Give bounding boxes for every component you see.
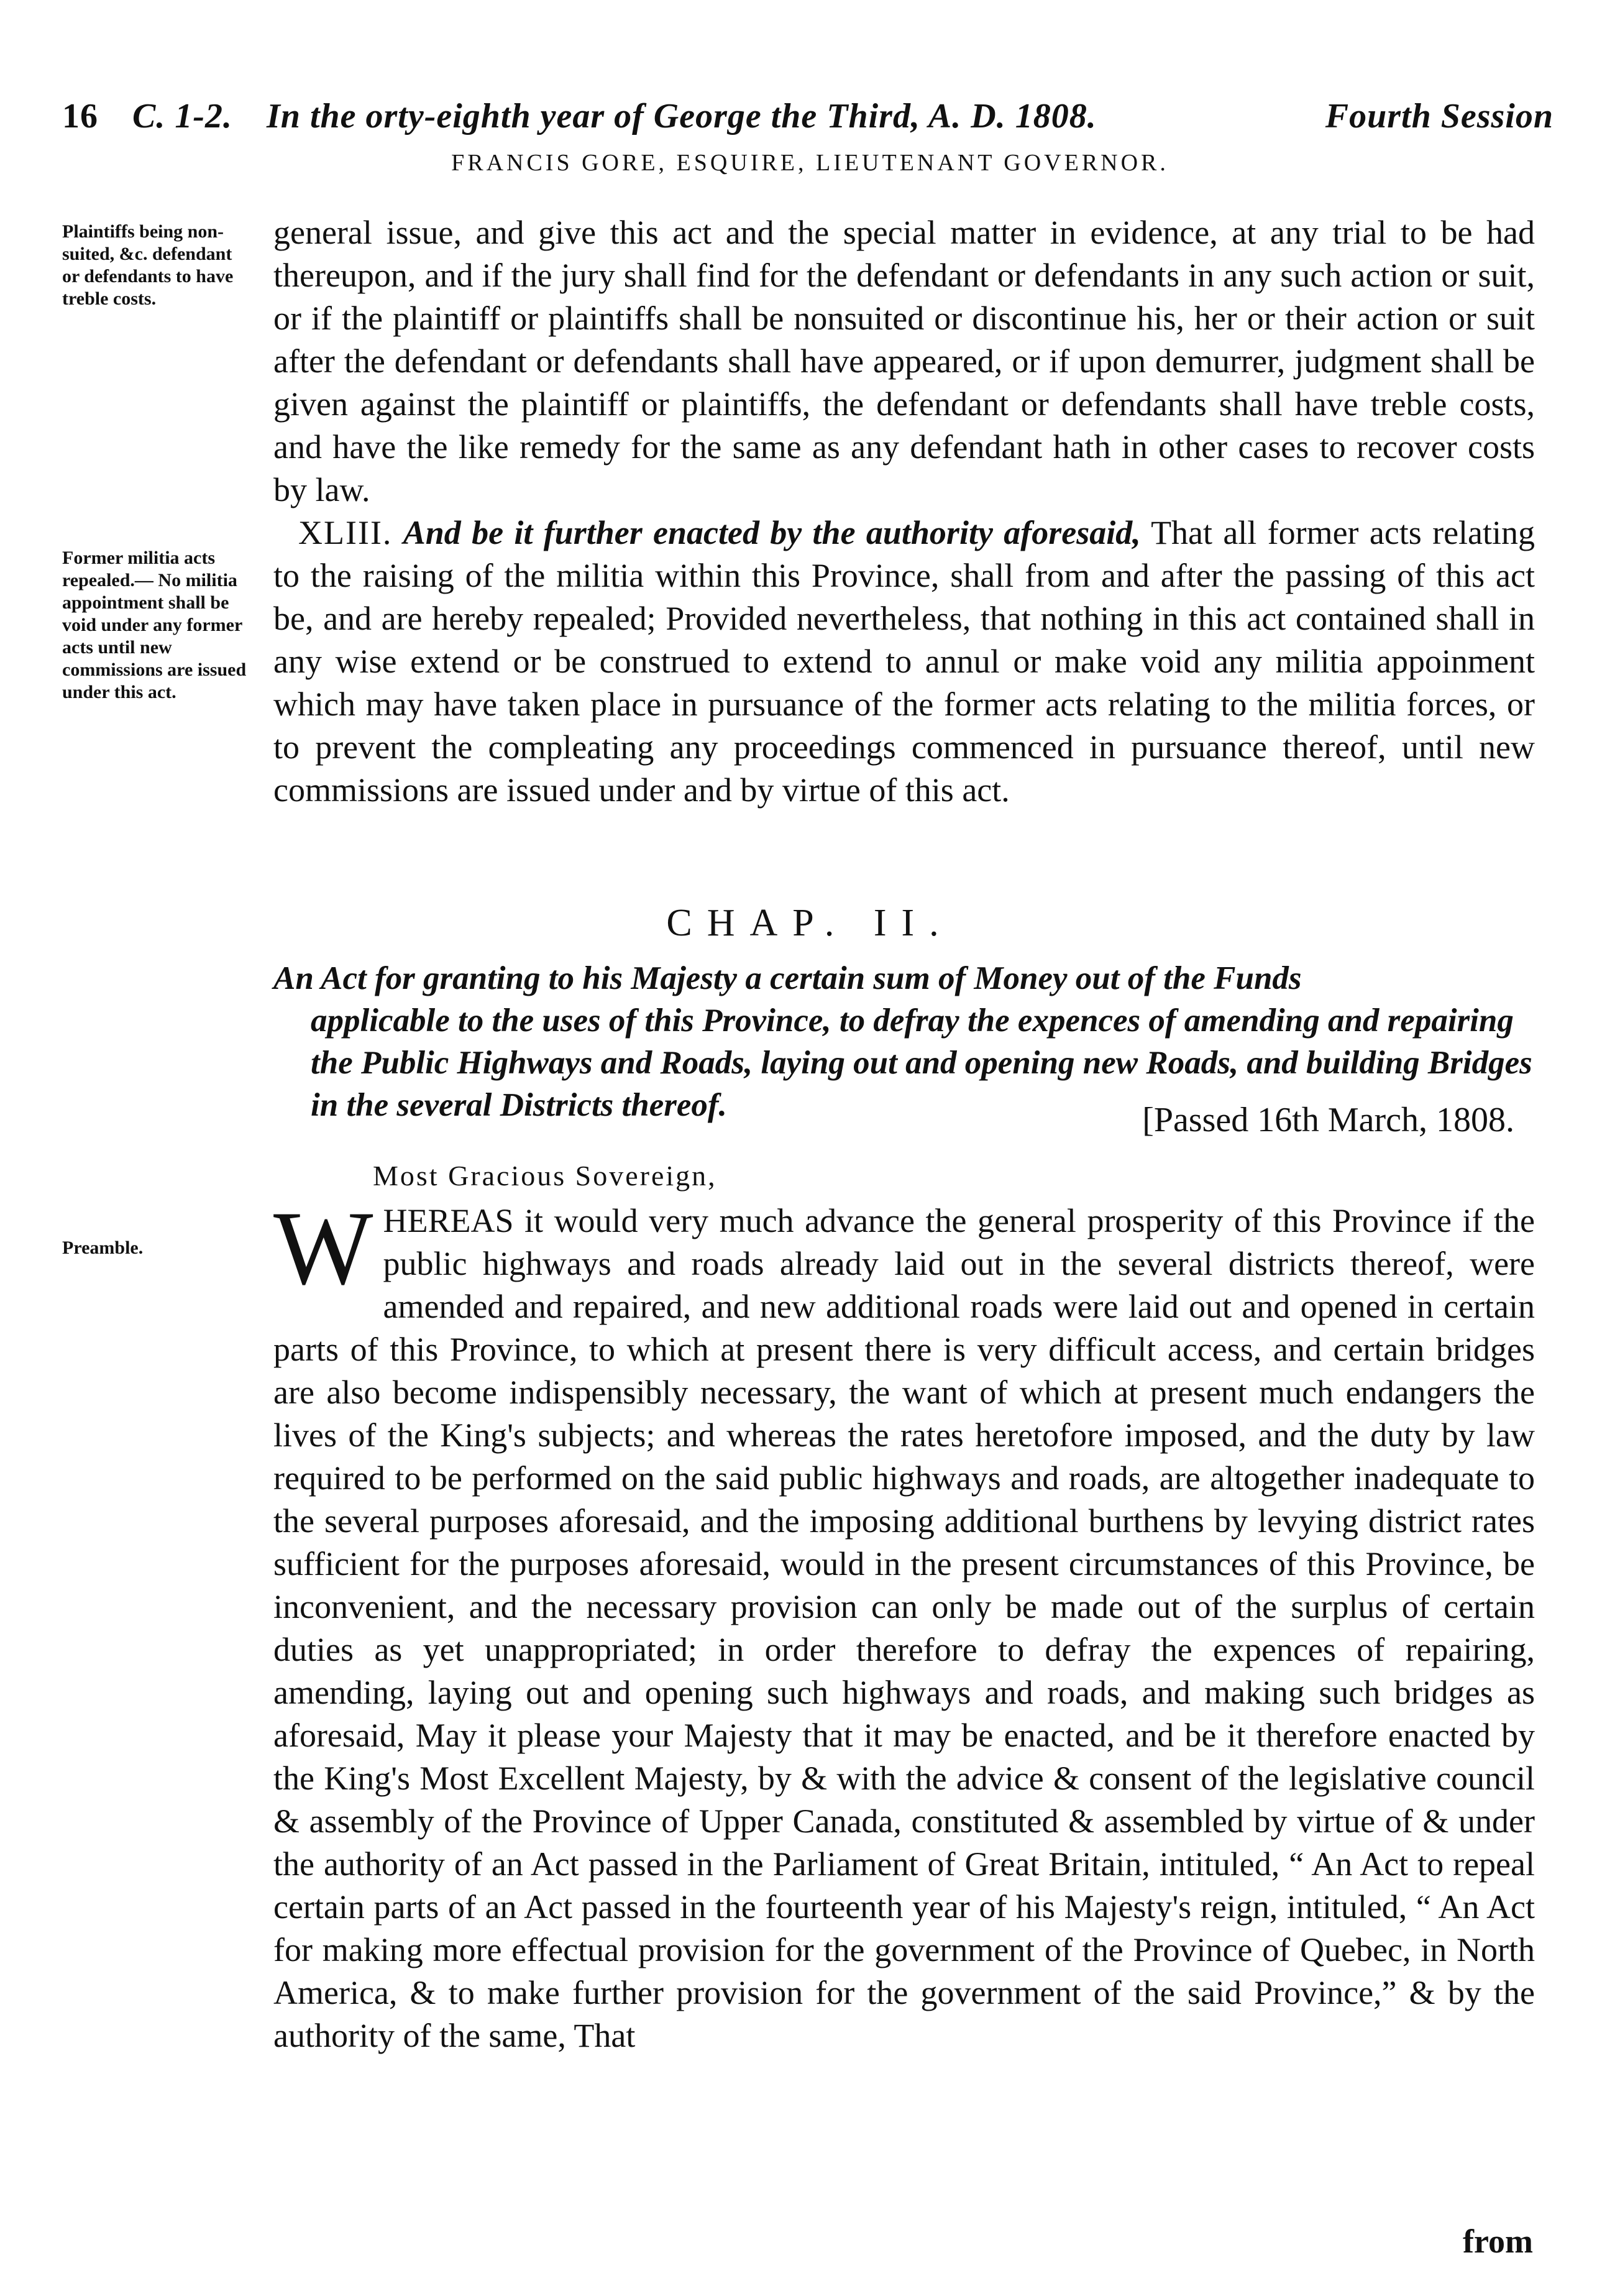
drop-cap: W <box>273 1190 373 1306</box>
passed-date: [Passed 16th March, 1808. <box>1142 1101 1514 1139</box>
session-label: Fourth Session <box>1325 97 1554 135</box>
running-header <box>62 96 1554 136</box>
salutation: Most Gracious Sovereign, <box>373 1160 717 1192</box>
chapter-title-line1: An Act for granting to his Majesty a certain sum of Money out of the Funds <box>273 960 1302 996</box>
margin-note-costs: Plaintiffs being non-suited, &c. defendant or defendants to have treble costs. <box>62 221 234 309</box>
section-costs <box>273 211 1535 812</box>
section-intro: And be it further enacted by the authority aforesaid, <box>403 514 1141 551</box>
section-text: That all former acts relating to the raising of the militia within this Province, shall from and after the passing of this act be, and are hereby repealed; Provided nevertheless, that nothing in this act contained shall in any wise extend or be construed to extend to annul or make void any militia appoinment which may have taken place in pursuance of the former acts relating to the militia forces, or to prevent the compleating any proceedings commenced in pursuance thereof, until new commissions are issued under and by virtue of this act. <box>273 514 1535 809</box>
section-number: XLIII. <box>298 514 393 551</box>
preamble-text <box>273 1190 1535 2057</box>
preamble-body: HEREAS it would very much advance the general prosperity of this Province if the public highways and roads already laid out in the several districts thereof, were amended and repaired, and new additional roads were laid out and opened in certain parts of this Province, to which at present there is very difficult access, and certain bridges are also become indispensibly necessary, the want of which at present much endangers the lives of the King's subjects; and whereas the rates heretofore imposed, and the duty by law required to be performed on the said public highways and roads, are altogether inadequate to the several purposes aforesaid, and the imposing additional burthens by levying district rates sufficient for the purposes aforesaid, would in the present circumstances of this Province, be inconvenient, and the necessary provision can only be made out of the surplus of certain duties as yet unappropriated; in order therefore to defray the expences of repairing, amending, laying out and opening such highways and roads, and making such bridges as aforesaid, May it please your Majesty that it may be enacted, and be it therefore enacted by the King's Most Excellent Majesty, by & with the advice & consent of the legislative council & assembly of the Province of Upper Canada, constituted & assembled by virtue of & under the authority of an Act passed in the Parliament of Great Britain, intituled, “ An Act to repeal certain parts of an Act passed in the fourteenth year of his Majesty's reign, intituled, “ An Act for making more effectual provision for the government of the Province of Quebec, in North America, & to make further provision for the government of the said Province,” & by the authority of the same, That <box>273 1202 1535 2054</box>
section-xliii <box>273 512 1535 812</box>
chapter-ref: C. 1-2. <box>132 97 232 135</box>
chapter-heading: CHAP. II. <box>666 902 954 944</box>
governor-line: FRANCIS GORE, ESQUIRE, LIEUTENANT GOVERNOR. <box>451 150 1169 176</box>
catchword: from <box>1463 2223 1533 2260</box>
margin-note-militia: Former militia acts repealed.— No militia appointment shall be void under any former acts until new commissions are issued under this act. <box>62 548 247 702</box>
costs-paragraph: general issue, and give this act and the special matter in evidence, at any trial to be had thereupon, and if the jury shall find for the defendant or defendants in any such action or suit, or if the plaintiff or plaintiffs shall be nonsuited or discontinue his, her or their action or suit after the defendant or defendants shall have appeared, or if upon demurrer, judgment shall be given against the plaintiff or plaintiffs, the defendant or defendants shall have treble costs, and have the like remedy for the same as any defendant hath in other cases to recover costs by law. <box>273 214 1535 508</box>
header-title: In the orty-eighth year of George the Third, A. D. 1808. <box>267 97 1097 135</box>
margin-note-preamble: Preamble. <box>62 1238 144 1258</box>
page-number: 16 <box>62 97 98 135</box>
chapter-title-rest: applicable to the uses of this Province, to defray the expences of amending and repairing the Public Highways and Roads, laying out and opening new Roads, and building Bridges in the several Districts thereof. <box>311 1003 1532 1123</box>
